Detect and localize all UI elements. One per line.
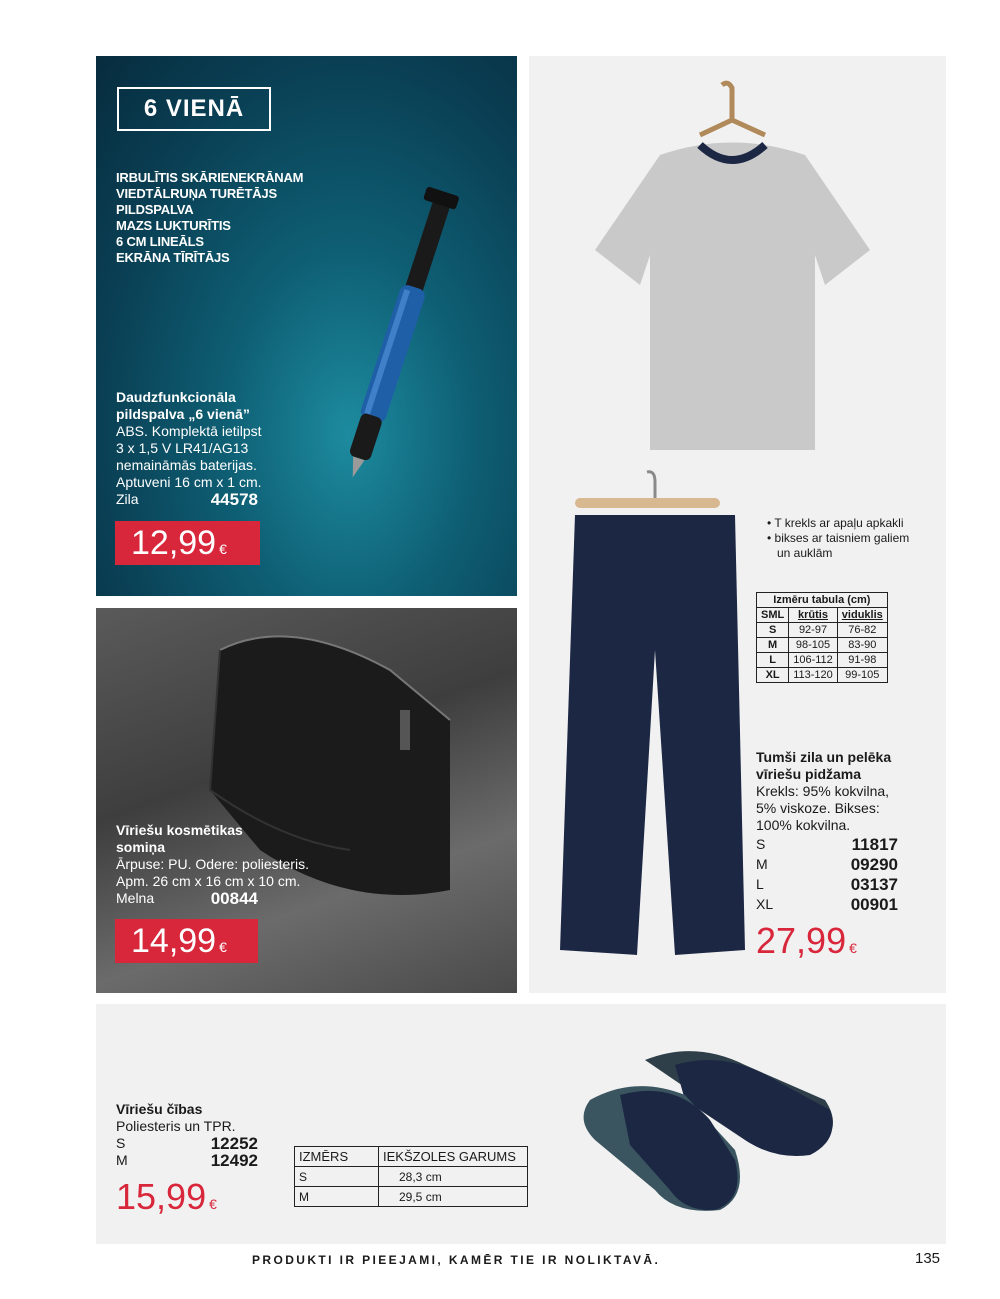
slippers-title: Vīriešu čības	[116, 1101, 203, 1117]
waist-header: viduklis	[837, 608, 887, 623]
pen-image	[310, 180, 490, 490]
pajama-title-line2: vīriešu pidžama	[756, 766, 862, 782]
slippers-price: 15,99	[116, 1176, 207, 1217]
pen-desc-line: Aptuveni 16 cm x 1 cm.	[116, 474, 262, 490]
size-table-caption: Izmēru tabula (cm)	[756, 592, 888, 607]
slippers-image	[575, 1040, 845, 1220]
insole-length-table	[294, 1146, 528, 1207]
pen-currency: €	[219, 541, 227, 557]
feature-item: EKRĀNA TĪRĪTĀJS	[116, 250, 230, 265]
feature-item: PILDSPALVA	[116, 202, 194, 217]
bag-code: 00844	[210, 889, 258, 908]
page-number: 135	[915, 1250, 941, 1267]
pen-desc-line: nemaināmās baterijas.	[116, 457, 257, 473]
availability-note: PRODUKTI IR PIEEJAMI, KAMĒR TIE IR NOLIKTAVĀ.	[252, 1253, 661, 1267]
bag-desc-line: Ārpuse: PU. Odere: poliesteris.	[116, 856, 309, 872]
slippers-price-tag	[116, 1176, 217, 1218]
pajama-price: 27,99	[756, 920, 847, 961]
pajama-desc-line: 5% viskoze. Bikses:	[756, 800, 880, 816]
slippers-size-row: S 12252	[116, 1134, 258, 1153]
pajama-size-row: L 03137	[756, 875, 898, 894]
slippers-desc-line: Poliesteris un TPR.	[116, 1118, 236, 1134]
bag-title-line1: Vīriešu kosmētikas	[116, 822, 243, 838]
slippers-currency: €	[209, 1196, 217, 1212]
pajama-size-row: S 11817	[756, 835, 898, 854]
bag-color: Melna	[116, 890, 155, 906]
table-row: M 29,5 cm	[295, 1187, 528, 1207]
pen-price: 12,99	[131, 524, 217, 562]
size-header: IZMĒRS	[295, 1147, 379, 1167]
bag-title-line2: somiņa	[116, 839, 166, 855]
bullet-item: • T krekls ar apaļu apkakli	[767, 516, 904, 530]
t-shirt-image	[590, 80, 875, 455]
slippers-description	[116, 1101, 258, 1169]
bullet-item: • bikses ar taisniem galiem	[767, 531, 910, 545]
bag-price: 14,99	[131, 922, 217, 960]
bag-price-tag	[115, 919, 258, 963]
pajama-desc-line: Krekls: 95% kokvilna,	[756, 783, 890, 799]
pen-title-line2: pildspalva „6 vienā”	[116, 406, 250, 422]
feature-item: VIEDTĀLRUŅA TURĒTĀJS	[116, 186, 277, 201]
bag-desc-line: Apm. 26 cm x 16 cm x 10 cm.	[116, 873, 301, 889]
six-in-one-badge: 6 VIENĀ	[117, 87, 271, 131]
feature-item: MAZS LUKTURĪTIS	[116, 218, 231, 233]
slippers-size-row: M 12492	[116, 1151, 258, 1170]
pen-title-line1: Daudzfunkcionāla	[116, 389, 236, 405]
pen-description	[116, 389, 262, 508]
table-row: S 28,3 cm	[295, 1167, 528, 1187]
pajama-title-line1: Tumši zila un pelēka	[756, 749, 892, 765]
pen-color: Zila	[116, 491, 139, 507]
insole-header: IEKŠZOLES GARUMS	[379, 1147, 528, 1167]
pen-price-tag	[115, 521, 260, 565]
pajama-bullets	[767, 516, 909, 561]
bullet-item: un auklām	[777, 546, 833, 560]
table-row: XL 113-120 99-105	[757, 668, 888, 683]
feature-item: IRBULĪTIS SKĀRIENEKRĀNAM	[116, 170, 304, 185]
bag-currency: €	[219, 939, 227, 955]
pajama-description	[756, 749, 898, 913]
pajama-size-row: M 09290	[756, 855, 898, 874]
bag-code-row	[116, 890, 258, 907]
pen-features-list	[116, 170, 303, 266]
pajama-size-table	[756, 592, 888, 683]
size-header: SML	[757, 608, 789, 623]
pajama-size-row: XL 00901	[756, 895, 898, 914]
pajama-currency: €	[849, 940, 857, 956]
pajama-desc-line: 100% kokvilna.	[756, 817, 851, 833]
pants-image	[555, 470, 755, 960]
table-row: M 98-105 83-90	[757, 638, 888, 653]
bag-description	[116, 822, 309, 907]
feature-item: 6 CM LINEĀLS	[116, 234, 204, 249]
table-row: L 106-112 91-98	[757, 653, 888, 668]
table-row: S 92-97 76-82	[757, 623, 888, 638]
chest-header: krūtis	[789, 608, 838, 623]
pen-desc-line: 3 x 1,5 V LR41/AG13	[116, 440, 249, 456]
pen-desc-line: ABS. Komplektā ietilpst	[116, 423, 262, 439]
pajama-price-tag	[756, 920, 857, 962]
pen-code-row	[116, 491, 258, 508]
pen-code: 44578	[210, 490, 258, 509]
